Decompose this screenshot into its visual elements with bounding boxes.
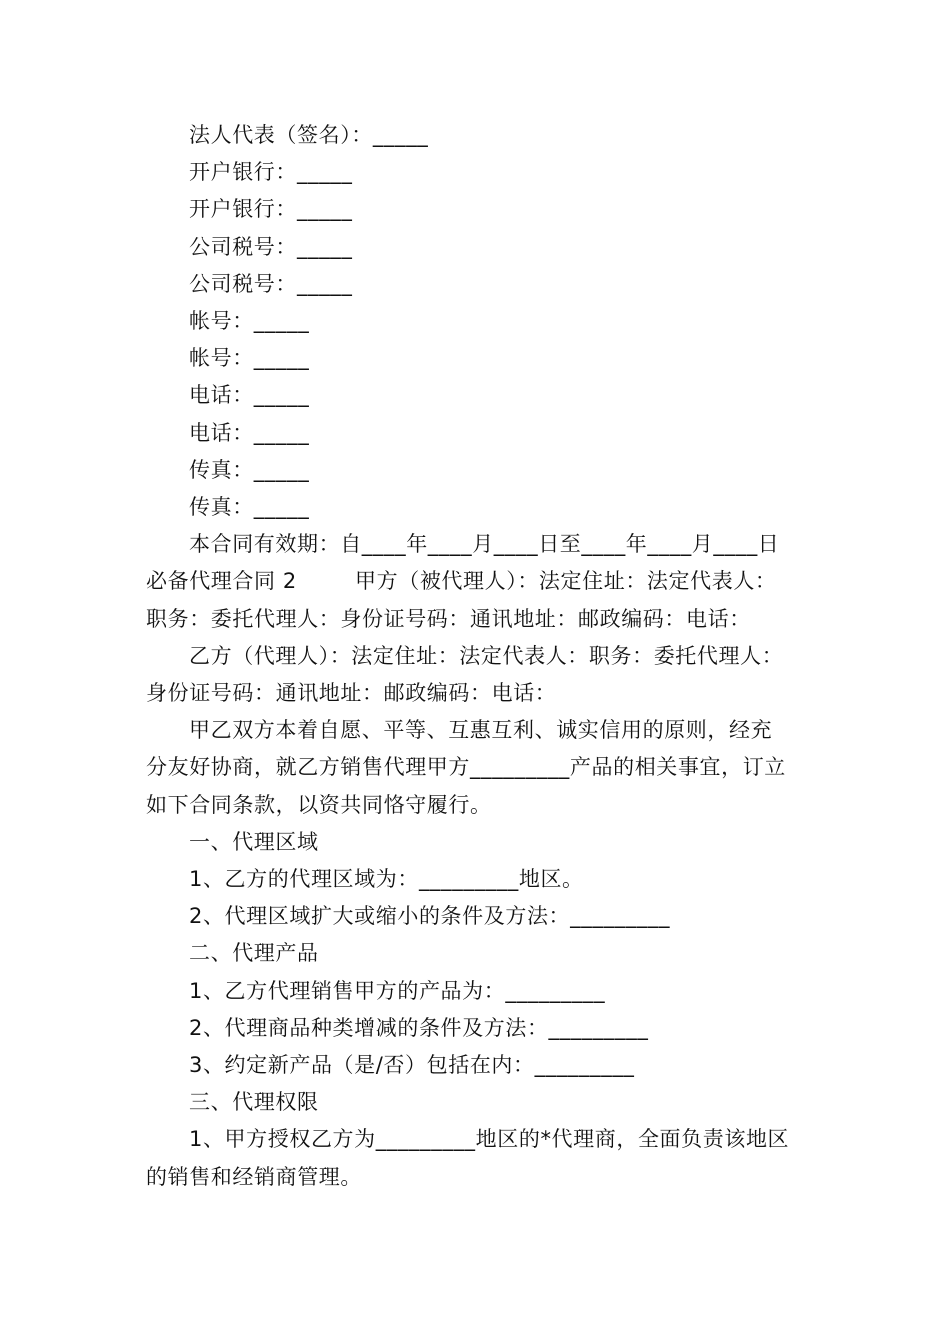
intro-line-1: 甲乙双方本着自愿、平等、互惠互利、诚实信用的原则，经充 [189, 718, 773, 743]
clause-area-change: 2、代理区域扩大或缩小的条件及方法：_________ [189, 904, 671, 929]
contract-body [146, 117, 826, 1196]
legal-rep-signature-line: 法人代表（签名）：_____ [189, 123, 429, 147]
account-line-1: 帐号：_____ [189, 309, 310, 334]
tax-id-line-1: 公司税号：_____ [189, 234, 353, 259]
clause-products: 1、乙方代理销售甲方的产品为：_________ [189, 978, 606, 1003]
section-heading-agency-authority: 三、代理权限 [189, 1090, 319, 1115]
fax-line-1: 传真：_____ [189, 457, 310, 482]
authority-line-1: 1、甲方授权乙方为_________地区的*代理商，全面负责该地区 [189, 1127, 790, 1152]
phone-line-1: 电话：_____ [189, 383, 310, 408]
authority-line-2: 的销售和经销商管理。 [146, 1164, 362, 1189]
party-a-line-1: 必备代理合同 2 甲方（被代理人）：法定住址：法定代表人： [146, 569, 777, 594]
intro-line-2: 分友好协商，就乙方销售代理甲方_________产品的相关事宜，订立 [146, 755, 786, 780]
account-line-2: 帐号：_____ [189, 346, 310, 371]
clause-new-products: 3、约定新产品（是/否）包括在内：_________ [189, 1053, 635, 1078]
section-heading-agency-area: 一、代理区域 [189, 829, 319, 854]
validity-period-line: 本合同有效期：自____年____月____日至____年____月____日 [189, 532, 780, 557]
clause-product-change: 2、代理商品种类增减的条件及方法：_________ [189, 1015, 649, 1040]
intro-line-3: 如下合同条款，以资共同恪守履行。 [146, 792, 492, 817]
bank-line-1: 开户银行：_____ [189, 160, 353, 185]
fax-line-2: 传真：_____ [189, 495, 310, 520]
phone-line-2: 电话：_____ [189, 420, 310, 445]
party-a-line-2: 职务：委托代理人：身份证号码：通讯地址：邮政编码：电话： [146, 606, 751, 631]
tax-id-line-2: 公司税号：_____ [189, 271, 353, 296]
party-b-line-1: 乙方（代理人）：法定住址：法定代表人：职务：委托代理人： [189, 643, 784, 668]
section-heading-agency-products: 二、代理产品 [189, 941, 319, 966]
clause-agency-area: 1、乙方的代理区域为：_________地区。 [189, 867, 584, 892]
party-b-line-2: 身份证号码：通讯地址：邮政编码：电话： [146, 681, 557, 706]
bank-line-2: 开户银行：_____ [189, 197, 353, 222]
